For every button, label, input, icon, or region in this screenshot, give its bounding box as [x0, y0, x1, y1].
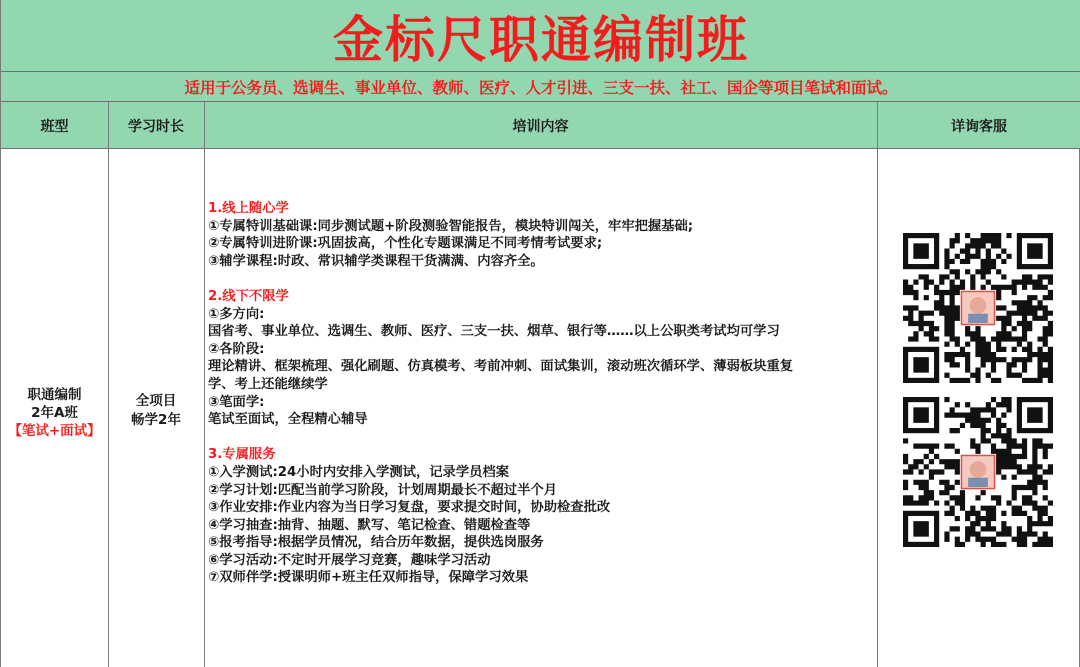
- class-type-tag: 【笔试+面试】: [8, 423, 101, 439]
- class-type-line1: 职通编制: [27, 387, 82, 403]
- header-duration: 学习时长: [128, 118, 184, 135]
- class-type-line2: 2年A班: [31, 405, 78, 421]
- content-line: ④学习抽查:抽背、抽题、默写、笔记检查、错题检查等: [208, 517, 531, 533]
- page-title: 金标尺职通编制班: [333, 10, 749, 69]
- header-class-type: 班型: [40, 118, 69, 135]
- content-line: ①专属特训基础课:同步测试题+阶段测验智能报告，模块特训闯关，牢牢把握基础;: [208, 218, 694, 234]
- content-line: ⑤报考指导:根据学员情况，结合历年数据，提供选岗服务: [208, 535, 544, 551]
- content-line: 理论精讲、框架梳理、强化刷题、仿真模考、考前冲刺、面试集训，滚动班次循环学、薄弱板块重复: [208, 359, 794, 375]
- duration-line2: 畅学2年: [131, 412, 181, 428]
- content-line: ②各阶段:: [208, 341, 265, 357]
- table-header-row: [1, 102, 1080, 149]
- section-title-service: 3.专属服务: [208, 447, 276, 463]
- content-line: ②专属特训进阶课:巩固拔高，个性化专题课满足不同考情考试要求;: [208, 236, 603, 252]
- content-line: ③作业安排:作业内容为当日学习复盘，要求提交时间，协助检查批改: [208, 500, 611, 516]
- duration-line1: 全项目: [135, 393, 177, 409]
- duration-cell: [108, 149, 204, 667]
- column-divider: [877, 102, 878, 667]
- content-line: ③笔面学:: [208, 394, 265, 410]
- content-line: 国省考、事业单位、选调生、教师、医疗、三支一扶、烟草、银行等……以上公职类考试均可学习: [208, 324, 780, 340]
- training-content: [208, 200, 873, 587]
- section-title-online: 1.线上随心学: [208, 201, 289, 216]
- title-banner: [1, 0, 1080, 72]
- subtitle-banner: [1, 72, 1080, 102]
- content-line: ⑥学习活动:不定时开展学习竞赛，趣味学习活动: [208, 552, 491, 568]
- header-content: 培训内容: [512, 118, 569, 135]
- qr-code-icon: [903, 233, 1053, 383]
- qr-code-icon: [903, 397, 1053, 547]
- column-divider: [204, 102, 205, 667]
- content-line: 学、考上还能继续学: [208, 376, 328, 392]
- content-line: ①入学测试:24小时内安排入学测试，记录学员档案: [208, 464, 510, 480]
- class-type-cell: [1, 149, 108, 667]
- content-line: 笔试至面试，全程精心辅导: [208, 412, 368, 428]
- content-line: ①多方向:: [208, 306, 265, 322]
- page-subtitle: 适用于公务员、选调生、事业单位、教师、医疗、人才引进、三支一扶、社工、国企等项目笔试和面试。: [184, 78, 898, 97]
- content-line: ②学习计划:匹配当前学习阶段，计划周期最长不超过半个月: [208, 482, 557, 498]
- section-title-offline: 2.线下不限学: [208, 288, 289, 304]
- content-line: ③辅学课程:时政、常识辅学类课程干货满满、内容齐全。: [208, 253, 544, 269]
- header-customer-service: 详询客服: [951, 118, 1007, 135]
- content-line: ⑦双师伴学:授课明师+班主任双师指导，保障学习效果: [208, 570, 529, 586]
